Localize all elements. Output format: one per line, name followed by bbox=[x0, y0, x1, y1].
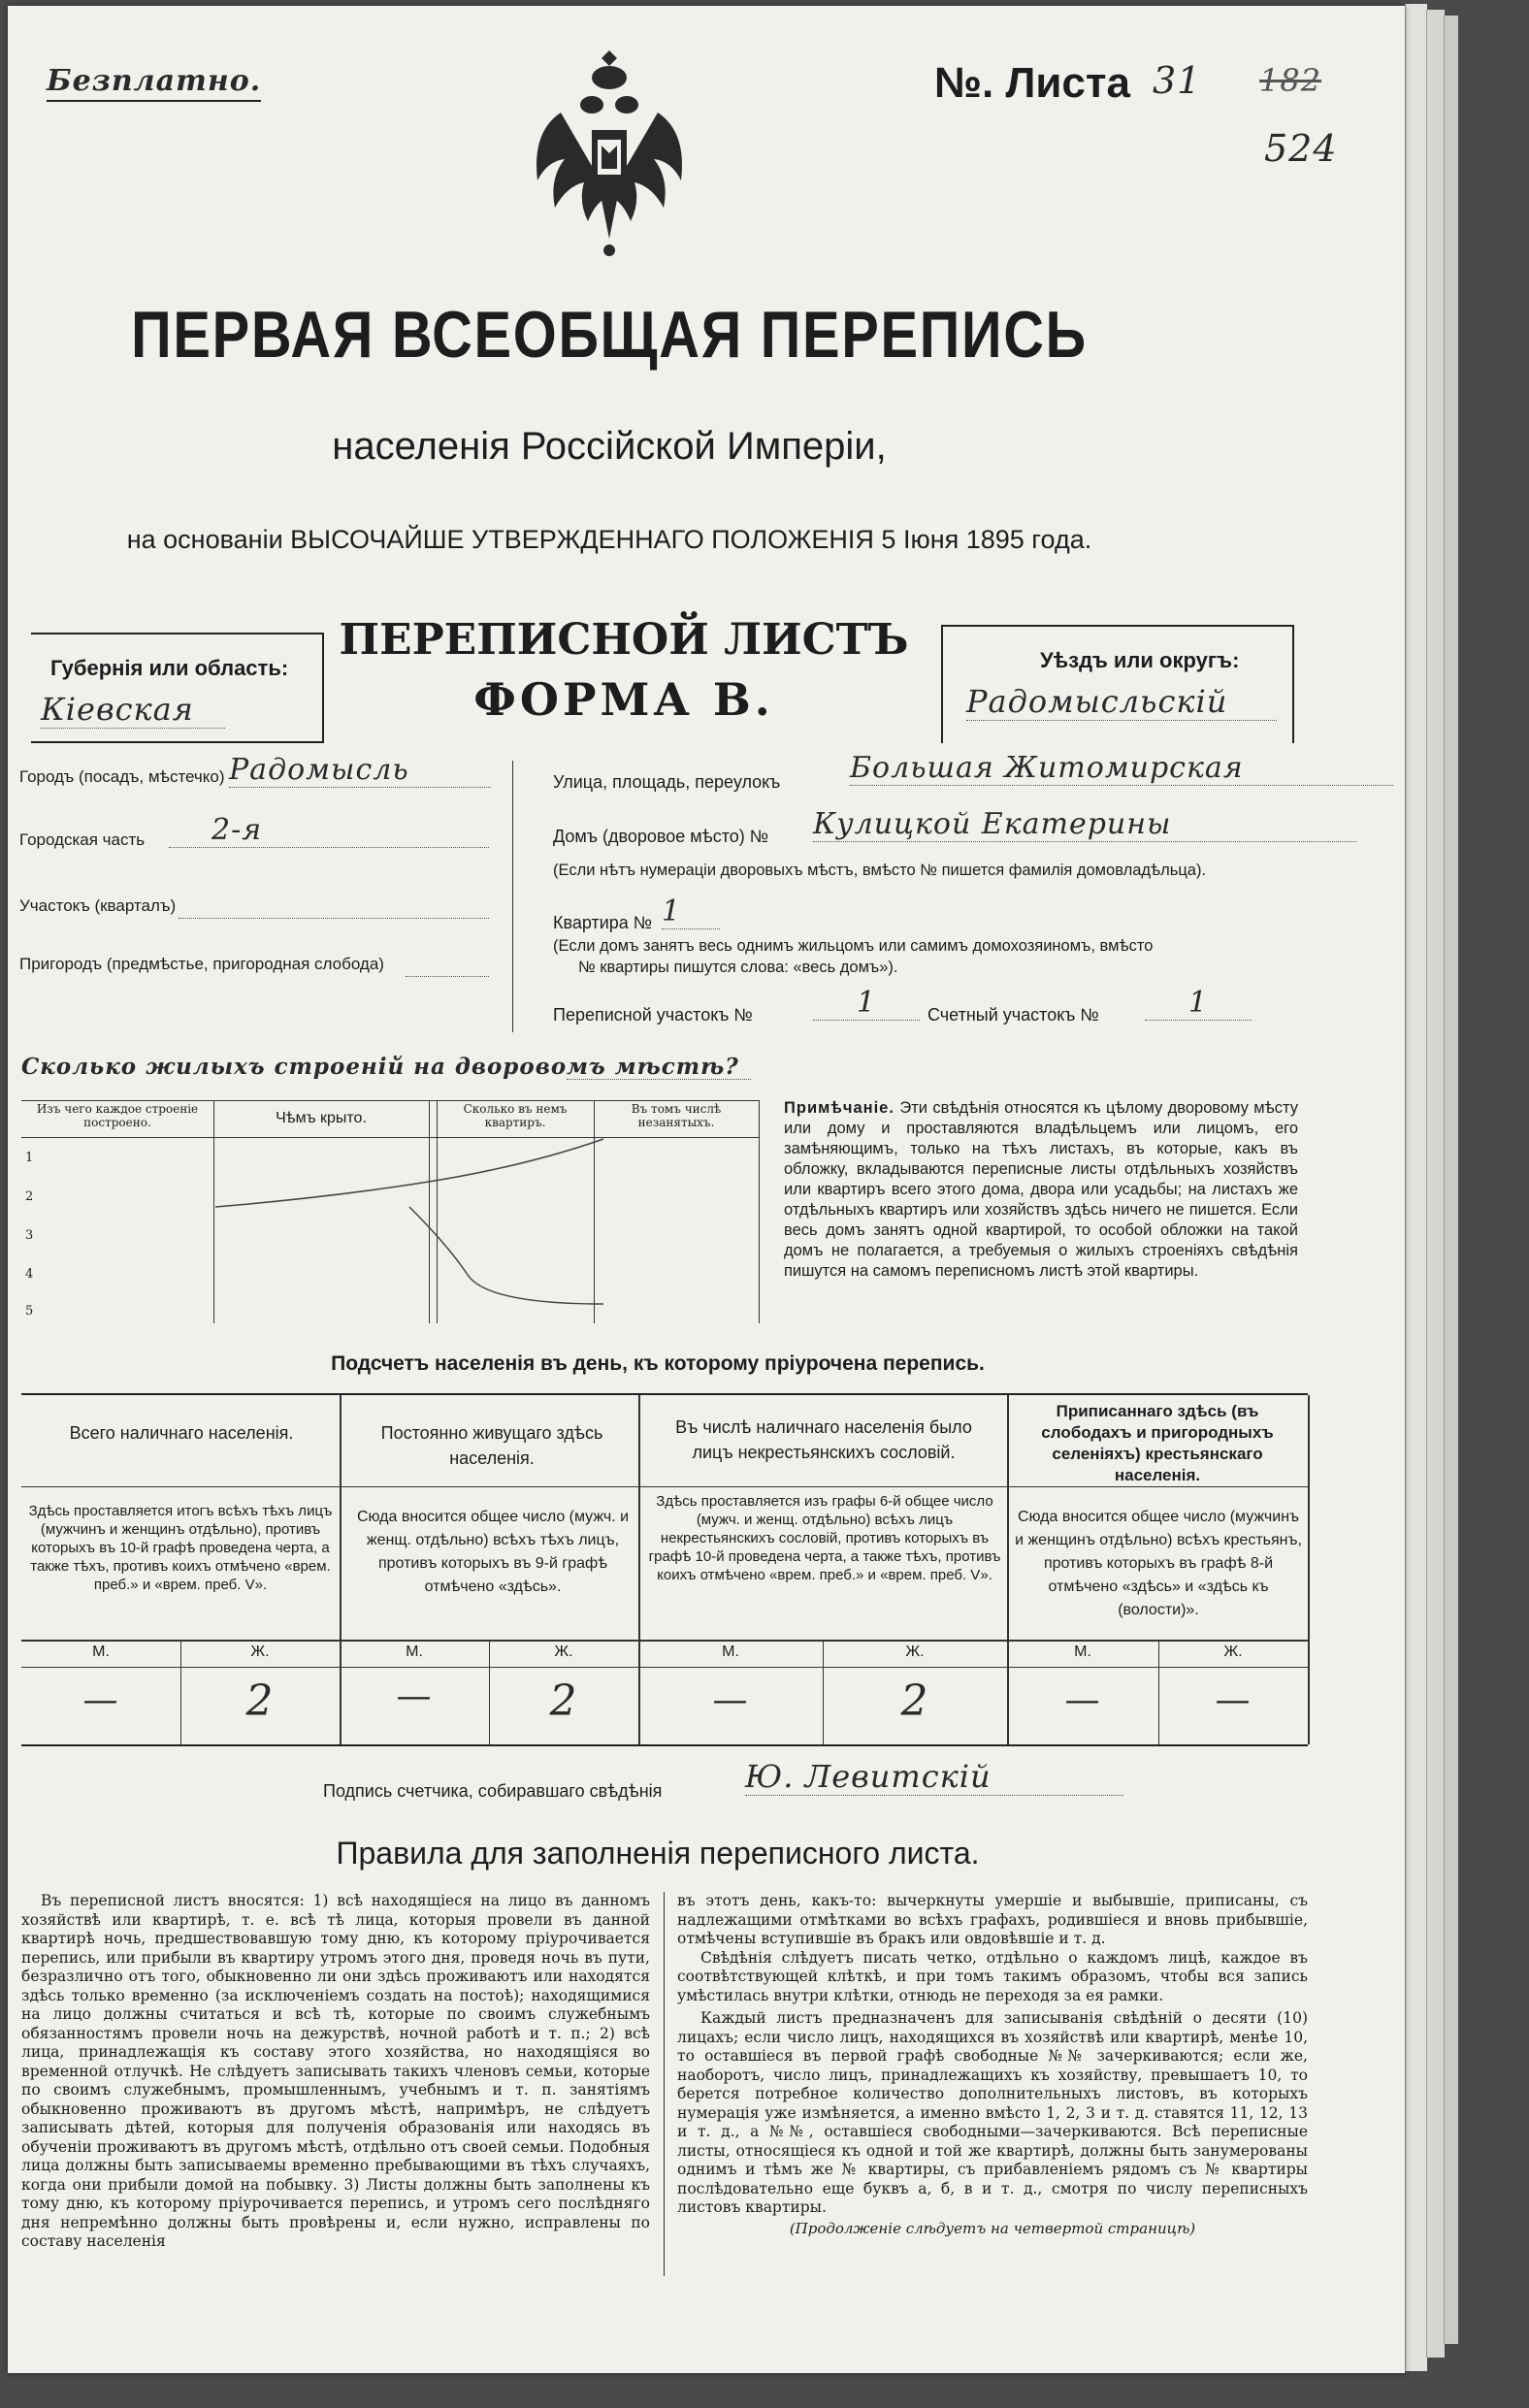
rules-divider bbox=[664, 1892, 665, 2276]
rules-right-para-2: Свѣдѣнія слѣдуетъ писать четко, отдѣльно о каждомъ лицѣ, каждое въ соотвѣтствующей клѣткѣ, и при томъ такимъ образомъ, чтобы вся запись умѣстилась внутри клѣтки, отнюдь не переходя за ея рамки. bbox=[677, 1948, 1308, 2004]
rules-continued: (Продолженіе слѣдуетъ на четвертой страницѣ) bbox=[789, 2219, 1196, 2237]
buildings-table bbox=[21, 1100, 759, 1323]
buildings-header-material: Изъ чего каждое строеніе построено. bbox=[36, 1102, 199, 1129]
form-subtitle: ФОРМА В. bbox=[473, 673, 774, 726]
count-col2-f-label: Ж. bbox=[554, 1643, 573, 1660]
count-col2-head: Постоянно живущаго здѣсь населенія. bbox=[380, 1423, 603, 1468]
census-district-value[interactable]: 1 bbox=[813, 986, 920, 1021]
buildings-row-4: 4 bbox=[25, 1267, 34, 1282]
counting-district-label: Счетный участокъ № bbox=[927, 1005, 1099, 1025]
stacked-sheet-edge bbox=[1405, 4, 1427, 2371]
rules-right-para-1: въ этотъ день, какъ-то: вычеркнуты умершіе и выбывшіе, приписаны, съ надлежащими отмѣтками во всѣхъ графахъ, родившіеся и вновь прибывшіе, отмѣчены вступившіе въ бракъ или овдовѣвшіе и т. д. bbox=[677, 1892, 1308, 1947]
house-value[interactable]: Кулицкой Екатерины bbox=[813, 807, 1356, 842]
city-label: Городъ (посадъ, мѣстечко) bbox=[19, 767, 225, 786]
sheet-number-value: 31 bbox=[1153, 59, 1202, 102]
count-col2-text: Сюда вносится общее число (мужч. и женщ. отдѣльно) всѣхъ тѣхъ лицъ, противъ которыхъ въ 9-й графѣ отмѣчено «здѣсь». bbox=[356, 1509, 630, 1595]
count-col4-m-value[interactable]: — bbox=[1064, 1680, 1101, 1720]
province-label: Губернія или область: bbox=[50, 656, 289, 680]
note-title: Примѣчаніе. bbox=[784, 1099, 895, 1117]
page-title: ПЕРВАЯ ВСЕОБЩАЯ ПЕРЕПИСЬ bbox=[131, 298, 1088, 372]
page-subtitle-basis: на основаніи ВЫСОЧАЙШЕ УТВЕРЖДЕННАГО ПОЛОЖЕНІЯ 5 Іюня 1895 года. bbox=[126, 525, 1092, 554]
street-label: Улица, площадь, переулокъ bbox=[553, 772, 781, 792]
count-col4-m-label: М. bbox=[1074, 1643, 1091, 1660]
count-col3-text: Здѣсь проставляется изъ графы 6-й общее число (мужч. и женщ. отдѣльно) всѣхъ лицъ некрестьянскихъ сословій, противъ которыхъ въ графѣ 10-й проведена черта, а также тѣхъ, противъ коихъ отмѣчено «врем. преб.» и «врем. преб. V». bbox=[648, 1493, 1001, 1583]
note-text: Эти свѣдѣнія относятся къ цѣлому дворовому мѣсту или дому и проставляются владѣльцемъ или лицомъ, его замѣняющимъ, только на тѣхъ листахъ, въ которые, какъ въ обложку, вкладываются переписные листы отдѣльныхъ хозяйствъ или квартиръ всего этого дома, двора или усадьбы; на листахъ же отдѣльныхъ квартиръ или хозяйствъ здѣсь ничего не пишется. Если весь домъ занятъ одной квартирой, то особой обложки на такой домъ не полагается, а требуемыя о жилыхъ строеніяхъ свѣдѣнія пишутся на самомъ переписномъ листѣ этой квартиры. bbox=[784, 1099, 1298, 1280]
suburb-value[interactable] bbox=[406, 966, 489, 977]
precinct-value[interactable] bbox=[179, 908, 489, 919]
rules-right-column bbox=[677, 1892, 1308, 2237]
count-col4-text: Сюда вносится общее число (мужчинъ и женщинъ отдѣльно) всѣхъ крестьянъ, противъ которыхъ въ графѣ 8-й отмѣчено «здѣсь» и «здѣсь къ (волости)». bbox=[1015, 1509, 1302, 1618]
apartment-note-1: (Если домъ занятъ весь однимъ жильцомъ или самимъ домохозяиномъ, вмѣсто bbox=[553, 937, 1154, 955]
count-col2-m-label: М. bbox=[406, 1643, 423, 1660]
buildings-row-2: 2 bbox=[25, 1189, 34, 1204]
stacked-sheet-edge bbox=[1426, 10, 1445, 2358]
count-col4-f-label: Ж. bbox=[1223, 1643, 1243, 1660]
census-district-label: Переписной участокъ № bbox=[553, 1005, 753, 1025]
district-label: Уѣздъ или округъ: bbox=[1040, 648, 1240, 672]
buildings-row-1: 1 bbox=[25, 1151, 34, 1165]
count-col1-f-value[interactable]: 2 bbox=[245, 1676, 275, 1726]
buildings-question: Сколько жилыхъ строеній на дворовомъ мѣстѣ? bbox=[21, 1054, 739, 1080]
street-value[interactable]: Большая Житомирская bbox=[850, 751, 1393, 786]
count-col4-head: Приписаннаго здѣсь (въ слободахъ и пригородныхъ селеніяхъ) крестьянскаго населенія. bbox=[1041, 1402, 1274, 1484]
count-title: Подсчетъ населенія въ день, къ которому пріурочена перепись. bbox=[331, 1352, 985, 1375]
precinct-label: Участокъ (кварталъ) bbox=[19, 896, 177, 915]
page-subtitle: населенія Россійской Имперіи, bbox=[332, 425, 887, 468]
district-box bbox=[941, 625, 1294, 743]
sheet-number-alt: 182 bbox=[1259, 62, 1322, 99]
strike-marks bbox=[21, 1100, 759, 1323]
stacked-sheet-edge bbox=[1444, 16, 1458, 2344]
house-note: (Если нѣтъ нумераціи дворовыхъ мѣстъ, вмѣсто № пишется фамилія домовладѣльца). bbox=[553, 862, 1207, 879]
count-col1-head: Всего наличнаго населенія. bbox=[69, 1423, 294, 1443]
count-col1-m-label: М. bbox=[92, 1643, 110, 1660]
province-box bbox=[31, 633, 324, 743]
city-part-value[interactable]: 2-я bbox=[169, 813, 489, 848]
rules-right-para-3: Каждый листъ предназначенъ для записыванія свѣдѣній о десяти (10) лицахъ; если число лицъ, находящихся въ хозяйствѣ или квартирѣ, менѣе 10, то оставшіеся въ первой графѣ свободные №№ зачеркиваются; если же, наоборотъ, число лицъ, принадлежащихъ къ хозяйству, превышаетъ 10, то берется потребное количество дополнительныхъ листовъ, въ которыхъ нумерація уже измѣняется, а именно вмѣсто 1, 2, 3 и т. д. ставятся 11, 12, 13 и т. д., а №№, оставшіеся свободными—зачеркиваются. Всѣ переписные листы, относящіеся къ одной и той же квартирѣ, должны быть занумерованы однимъ и тѣмъ же № квартиры, съ прибавленіемъ рядомъ съ № квартиры послѣдовательно еще буквъ а, б, в и т. д., смотря по числу переписныхъ листовъ квартиры. bbox=[677, 2009, 1308, 2216]
district-value[interactable]: Радомысльскій bbox=[966, 683, 1277, 721]
corner-number: 524 bbox=[1264, 127, 1338, 170]
note-block bbox=[784, 1098, 1298, 1282]
buildings-header-apartments: Сколько въ немъ квартиръ. bbox=[463, 1102, 568, 1129]
count-col3-head: Въ числѣ наличнаго населенія было лицъ некрестьянскихъ сословій. bbox=[675, 1417, 972, 1462]
house-label: Домъ (дворовое мѣсто) № bbox=[553, 827, 769, 846]
city-value[interactable]: Радомысль bbox=[229, 753, 491, 788]
counting-district-value[interactable]: 1 bbox=[1145, 986, 1252, 1021]
buildings-row-5: 5 bbox=[25, 1304, 34, 1318]
buildings-row-3: 3 bbox=[25, 1228, 34, 1243]
suburb-label: Пригородъ (предмѣстье, пригородная слобода) bbox=[19, 955, 384, 973]
apartment-label: Квартира № bbox=[553, 913, 653, 932]
count-col3-f-value[interactable]: 2 bbox=[900, 1676, 929, 1726]
count-col2-f-value[interactable]: 2 bbox=[549, 1676, 578, 1726]
rules-left-column: Въ переписной листъ вносятся: 1) всѣ находящіеся на лицо въ данномъ хозяйствѣ или квартирѣ, т. е. всѣ тѣ лица, которыя провели въ данной квартирѣ ночь, предшествовавшую тому дню, къ которому пріурочивается перепись, или прибыли въ квартиру утромъ этого дня, проведя ночь въ пути, безразлично отъ того, обыкновенно ли они здѣсь проживаютъ или находятся здѣсь только временно (за исключеніемъ создать на постоѣ); находящимися на лицо должны считаться и всѣ тѣ, которые по своимъ служебнымъ обязанностямъ провели ночь на дежурствѣ, ночной работѣ и т. п.; 2) всѣ лица, принадлежащія къ составу этого хозяйства, но находящіяся во временной отлучкѣ. Не слѣдуетъ записывать такихъ членовъ семьи, которые по своимъ служебнымъ, промышленнымъ, учебнымъ и т. п. занятіямъ обыкновенно проживаютъ въ другомъ мѣстѣ, напримѣръ, не слѣдуетъ записывать дѣтей, которыя для полученія образованія или находясь въ обученіи проживаютъ въ другомъ мѣстѣ, отдѣльно отъ своей семьи. Подобныя лица должны быть записываемы временно пребывающими въ тѣхъ случаяхъ, когда они прибыли домой на побывку. 3) Листы должны быть заполнены къ тому дню, къ которому пріурочивается перепись, и утромъ сего послѣдняго дня непремѣнно должны быть провѣрены и, если нужно, исправлены по составу населенія bbox=[21, 1892, 650, 2250]
apartment-note-2: № квартиры пишутся слова: «весь домъ»). bbox=[578, 959, 898, 976]
sheet-number-label: №. Листа bbox=[934, 59, 1130, 107]
field-divider bbox=[512, 761, 513, 1032]
count-col3-f-label: Ж. bbox=[905, 1643, 925, 1660]
census-sheet bbox=[8, 6, 1405, 2373]
count-col1-text: Здѣсь проставляется итогъ всѣхъ тѣхъ лицъ (мужчинъ и женщинъ отдѣльно), противъ которыхъ въ 10-й графѣ проведена черта, а также тѣхъ, противъ коихъ отмѣчено «врем. преб.» и «врем. преб. V». bbox=[28, 1503, 333, 1593]
province-value[interactable]: Кіевская bbox=[41, 691, 225, 729]
count-col3-m-value[interactable]: — bbox=[712, 1680, 749, 1720]
apartment-value[interactable]: 1 bbox=[662, 895, 720, 929]
count-col1-f-label: Ж. bbox=[250, 1643, 270, 1660]
count-col2-m-value[interactable]: — bbox=[396, 1676, 433, 1716]
rules-title: Правила для заполненія переписного листа. bbox=[336, 1836, 980, 1871]
signature-label: Подпись счетчика, собиравшаго свѣдѣнія bbox=[323, 1781, 663, 1801]
buildings-header-roof: Чѣмъ крыто. bbox=[276, 1110, 367, 1126]
free-label: Безплатно. bbox=[47, 64, 261, 102]
buildings-answer[interactable] bbox=[567, 1069, 751, 1080]
count-table bbox=[21, 1393, 1308, 1746]
count-col1-m-value[interactable]: — bbox=[82, 1680, 119, 1720]
count-col3-m-label: М. bbox=[722, 1643, 739, 1660]
city-part-label: Городская часть bbox=[19, 830, 146, 849]
imperial-eagle-emblem bbox=[532, 45, 687, 268]
buildings-header-vacant: Въ томъ числѣ незанятыхъ. bbox=[631, 1102, 722, 1129]
signature-value[interactable]: Ю. Левитскій bbox=[745, 1758, 1123, 1796]
form-title: ПЕРЕПИСНОЙ ЛИСТЪ bbox=[339, 615, 909, 665]
count-col4-f-value[interactable]: — bbox=[1215, 1680, 1252, 1720]
